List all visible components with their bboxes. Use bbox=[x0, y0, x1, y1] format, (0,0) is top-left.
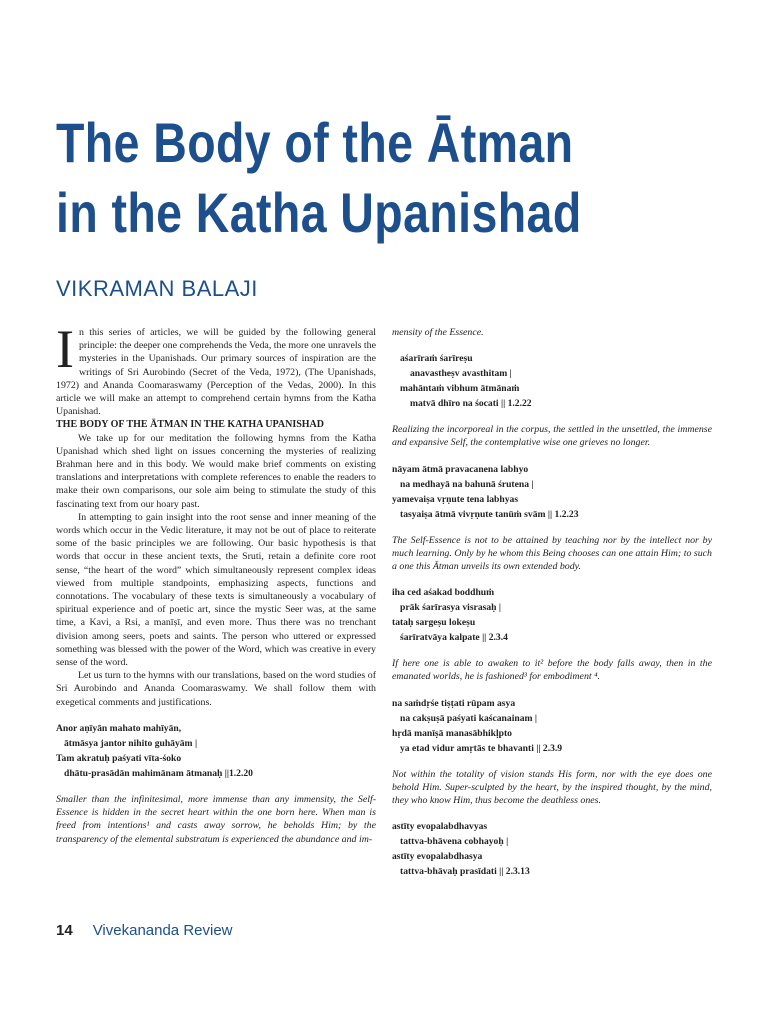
verse-line: na cakṣuṣā paśyati kaścanainam | bbox=[400, 712, 537, 724]
translation-continued: mensity of the Essence. bbox=[392, 327, 484, 338]
verse-line: prāk śarīrasya visrasaḥ | bbox=[400, 602, 501, 614]
verse-line: astīty evopalabdhavyas bbox=[392, 821, 488, 833]
body-paragraph-3: Let us turn to the hymns with our translations, based on the word studies of Sri Aurobindo and Ananda Coomaraswamy. We shall follow them with exegetical comments and justifications. bbox=[56, 670, 376, 708]
verse-line: na medhayā na bahunā śrutena | bbox=[400, 478, 534, 490]
verse-line: nāyam ātmā pravacanena labhyo bbox=[392, 463, 529, 475]
page-footer bbox=[56, 922, 233, 939]
verse-line: dhātu-prasādān mahimānam ātmanaḥ ||1.2.20 bbox=[64, 767, 253, 779]
verse-line: na saṁdṛśe tiṣṭati rūpam asya bbox=[392, 697, 516, 709]
title-line-2: in the Katha Upanishad bbox=[56, 181, 582, 244]
verse-2-3-4 bbox=[392, 585, 712, 645]
article-title bbox=[56, 108, 620, 248]
translation-2-3-4: If here one is able to awaken to it² before the body falls away, then in the emanated worlds, he is fashioned³ for embodiment ⁴. bbox=[392, 658, 712, 683]
section-heading: THE BODY OF THE ĀTMAN IN THE KATHA UPANISHAD bbox=[56, 419, 324, 431]
verse-line: śarīratvāya kalpate || 2.3.4 bbox=[400, 632, 508, 644]
verse-line: iha ced aśakad boddhuṁ bbox=[392, 587, 495, 599]
body-paragraph-1: We take up for our meditation the following hymns from the Katha Upanishad which shed light on issues concerning the mysteries of realizing Brahman here and in this body. We would make brief comments on existing translations and interpretations with complete references to enable the readers to make their own comparisons, our sole aim being to stimulate the study of this fascinating text from our hoary past. bbox=[56, 432, 376, 510]
verse-1-2-22 bbox=[392, 351, 712, 411]
page-number: 14 bbox=[56, 922, 73, 939]
verse-1-2-20 bbox=[56, 721, 376, 781]
body-paragraph-2: In attempting to gain insight into the root sense and inner meaning of the words which occur in the Vedic literature, it may not be out of place to reiterate some of the basic principles we are following. Our basic hypothesis is that words that occur in these ancient texts, the Sruti, retain a definite core root sense, “the heart of the word” which simultaneously represent complex ideas viewed from multiple standpoints, emphasizing aspects, functions and connotations. The vocabulary of these texts is simultaneously a vocabulary of spiritual experience and of poetic art, since the mystic Seer was, at the same time, a Kavi, a Rsi, a manīṣī, and even more. Thus there was no trenchant division among seers, poets and saints. The person who uttered or expressed something was blessed with the power of the Word, which was creative in every sense of the word. bbox=[56, 511, 376, 669]
verse-line: astīty evopalabdhasya bbox=[392, 851, 483, 863]
verse-line: mahāntaṁ vibhum ātmānaṁ bbox=[400, 383, 520, 395]
verse-line: ātmāsya jantor nihito guhāyām | bbox=[64, 737, 198, 749]
verse-line: hṛdā manīṣā manasābhikḷpto bbox=[392, 727, 512, 739]
verse-line: tasyaiṣa ātmā vivṛṇute tanūṁ svām || 1.2.23 bbox=[400, 508, 579, 520]
verse-1-2-23 bbox=[392, 462, 712, 522]
verse-line: ya etad vidur amṛtās te bhavanti || 2.3.9 bbox=[400, 742, 563, 754]
translation-1-2-22: Realizing the incorporeal in the corpus, the settled in the unsettled, the immense and expansive Self, the contemplative wise one grieves no longer. bbox=[392, 424, 712, 449]
verse-line: tattva-bhāvena cobhayoḥ | bbox=[400, 836, 509, 848]
journal-name: Vivekananda Review bbox=[92, 922, 233, 939]
verse-line: Anor aṇīyān mahato mahīyān, bbox=[56, 722, 182, 734]
right-column bbox=[392, 326, 712, 891]
translation-1-2-20: Smaller than the infinitesimal, more immense than any immensity, the Self-Essence is hidden in the secret heart within the one born here. When man is freed from intentions¹ and casts away sorrow, he beholds Him; by the transparency of the elemental substratum is experienced the abundance and im- bbox=[56, 793, 376, 845]
drop-cap: I bbox=[56, 319, 74, 379]
translation-2-3-9: Not within the totality of vision stands His form, nor with the eye does one behold Him. Super-sculpted by the heart, by the inspired thought, by the mind, they who know Him, thus become the deathless ones. bbox=[392, 768, 712, 807]
intro-paragraph bbox=[56, 319, 376, 418]
author-name: VIKRAMAN BALAJI bbox=[56, 276, 258, 301]
verse-2-3-13 bbox=[392, 819, 712, 879]
translation-1-2-23: The Self-Essence is not to be attained by teaching nor by the intellect nor by much learning. Only by he whom this Being chooses can one attain Him; to such a one this Ātman unveils its own extended body. bbox=[392, 534, 712, 573]
verse-line: tattva-bhāvaḥ prasīdati || 2.3.13 bbox=[400, 866, 530, 878]
verse-line: Tam akratuḥ paśyati vīta-śoko bbox=[56, 752, 182, 764]
title-line-1: The Body of the Ātman bbox=[56, 111, 574, 174]
verse-line: aśarīraṁ śarīreṣu bbox=[400, 353, 473, 365]
verse-2-3-9 bbox=[392, 696, 712, 756]
verse-line: tataḥ sargeṣu lokeṣu bbox=[392, 617, 476, 629]
verse-line: matvā dhīro na śocati || 1.2.22 bbox=[410, 398, 532, 410]
intro-text: n this series of articles, we will be guided by the following general principle: the deeper one comprehends the Veda, the more one unravels the mysteries in the Upanishads. Our primary sources of inspiration are the writings of Sri Aurobindo (Secret of the Veda, 1972), (The Upanishads, 1972) and Ananda Coomaraswamy (Perception of the Vedas, 2000). In this article we will make an attempt to comprehend certain hymns from the Katha Upanishad. bbox=[56, 327, 376, 418]
verse-line: anavastheṣv avasthitam | bbox=[410, 368, 512, 380]
verse-line: yamevaiṣa vṛṇute tena labhyas bbox=[392, 493, 519, 505]
left-column bbox=[56, 319, 376, 846]
